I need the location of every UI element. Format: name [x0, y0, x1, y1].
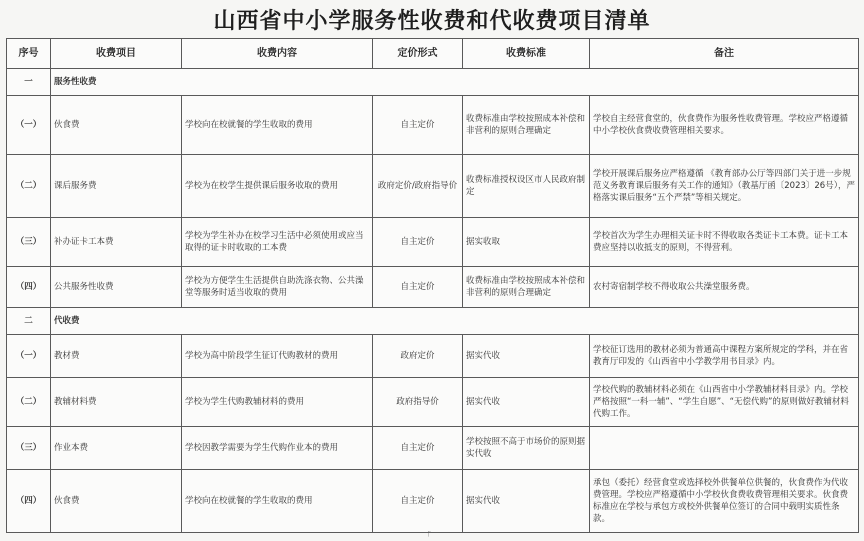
row-content: 学校向在校就餐的学生收取的费用 — [182, 470, 373, 533]
row-item: 课后服务费 — [51, 155, 182, 218]
table-row — [7, 218, 859, 267]
table-row — [7, 470, 859, 533]
row-remark: 承包（委托）经营食堂或选择校外供餐单位供餐的，伙食费作为代收费管理。学校应严格遵循中小学校伙食费收费管理相关要求。伙食费标准应在学校与承包方或校外供餐单位签订的合同中载明实质性条款。 — [590, 470, 859, 533]
row-standard: 据实代收 — [463, 335, 590, 378]
row-pricing: 自主定价 — [373, 218, 463, 267]
row-remark: 学校征订选用的教材必须为普通高中课程方案所规定的学科，并在省教育厅印发的《山西省中小学教学用书目录》内。 — [590, 335, 859, 378]
row-item: 伙食费 — [51, 470, 182, 533]
section-label: 代收费 — [51, 308, 859, 335]
row-standard: 据实代收 — [463, 470, 590, 533]
row-no: （三） — [7, 427, 51, 470]
col-header-pricing: 定价形式 — [373, 39, 463, 69]
row-no: （二） — [7, 378, 51, 427]
row-content: 学校为学生代购教辅材料的费用 — [182, 378, 373, 427]
section-label: 服务性收费 — [51, 69, 859, 96]
table-row — [7, 427, 859, 470]
section-no: 一 — [7, 69, 51, 96]
row-standard: 据实收取 — [463, 218, 590, 267]
row-content: 学校为高中阶段学生征订代购教材的费用 — [182, 335, 373, 378]
row-pricing: 政府定价 — [373, 335, 463, 378]
row-no: （四） — [7, 470, 51, 533]
table-row — [7, 378, 859, 427]
row-remark: 学校首次为学生办理相关证卡时不得收取各类证卡工本费。证卡工本费应坚持以收抵支的原则，不得营利。 — [590, 218, 859, 267]
section-no: 二 — [7, 308, 51, 335]
col-header-item: 收费项目 — [51, 39, 182, 69]
row-standard: 收费标准由学校按照成本补偿和非营利的原则合理确定 — [463, 96, 590, 155]
row-standard: 据实代收 — [463, 378, 590, 427]
table-row — [7, 96, 859, 155]
col-header-remark: 备注 — [590, 39, 859, 69]
row-no: （一） — [7, 96, 51, 155]
col-header-no: 序号 — [7, 39, 51, 69]
row-remark — [590, 427, 859, 470]
row-no: （四） — [7, 267, 51, 308]
row-pricing: 自主定价 — [373, 96, 463, 155]
row-remark: 农村寄宿制学校不得收取公共澡堂服务费。 — [590, 267, 859, 308]
row-standard: 学校按照不高于市场价的原则据实代收 — [463, 427, 590, 470]
row-pricing: 政府指导价 — [373, 378, 463, 427]
row-pricing: 自主定价 — [373, 427, 463, 470]
row-pricing: 政府定价/政府指导价 — [373, 155, 463, 218]
section-row-service-fees — [7, 69, 859, 96]
row-remark: 学校自主经营食堂的，伙食费作为服务性收费管理。学校应严格遵循中小学校伙食费收费管理相关要求。 — [590, 96, 859, 155]
row-item: 补办证卡工本费 — [51, 218, 182, 267]
row-item: 教材费 — [51, 335, 182, 378]
row-standard: 收费标准由学校按照成本补偿和非营利的原则合理确定 — [463, 267, 590, 308]
row-item: 教辅材料费 — [51, 378, 182, 427]
row-content: 学校因教学需要为学生代购作业本的费用 — [182, 427, 373, 470]
table-row — [7, 335, 859, 378]
table-row — [7, 155, 859, 218]
row-content: 学校为方便学生生活提供自助洗涤衣物、公共澡堂等服务时适当收取的费用 — [182, 267, 373, 308]
row-no: （二） — [7, 155, 51, 218]
table-header-row — [7, 39, 859, 69]
row-no: （一） — [7, 335, 51, 378]
row-item: 公共服务性收费 — [51, 267, 182, 308]
col-header-content: 收费内容 — [182, 39, 373, 69]
section-row-collected-fees — [7, 308, 859, 335]
row-content: 学校为学生补办在校学习生活中必须使用或应当取得的证卡时收取的工本费 — [182, 218, 373, 267]
fee-list-table — [6, 38, 859, 533]
row-pricing: 自主定价 — [373, 267, 463, 308]
row-item: 伙食费 — [51, 96, 182, 155]
page-title: 山西省中小学服务性收费和代收费项目清单 — [213, 8, 651, 34]
row-remark: 学校代购的教辅材料必须在《山西省中小学教辅材料目录》内。学校严格按照“一科一辅”、“学生自愿”、“无偿代购”的原则做好教辅材料代购工作。 — [590, 378, 859, 427]
row-content: 学校为在校学生提供课后服务收取的费用 — [182, 155, 373, 218]
row-pricing: 自主定价 — [373, 470, 463, 533]
row-item: 作业本费 — [51, 427, 182, 470]
row-remark: 学校开展课后服务应严格遵循 《教育部办公厅等四部门关于进一步规范义务教育课后服务有关工作的通知》（教基厅函〔2023〕26号），严格落实课后服务“五个严禁”等相关规定。 — [590, 155, 859, 218]
row-no: （三） — [7, 218, 51, 267]
col-header-standard: 收费标准 — [463, 39, 590, 69]
row-standard: 收费标准授权设区市人民政府制定 — [463, 155, 590, 218]
row-content: 学校向在校就餐的学生收取的费用 — [182, 96, 373, 155]
page-corner-mark: 「 — [423, 531, 431, 540]
table-row — [7, 267, 859, 308]
